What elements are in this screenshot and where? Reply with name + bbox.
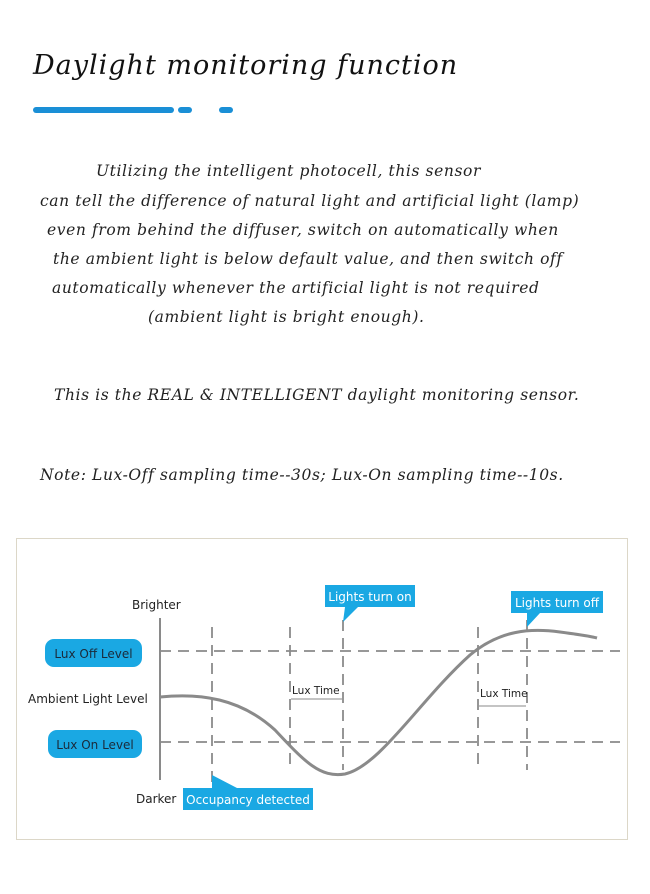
lux-on-label: Lux On Level [56, 738, 134, 752]
lux-time-1-label: Lux Time [292, 685, 340, 697]
ambient-light-curve [160, 630, 597, 774]
lights-on-label: Lights turn on [328, 590, 412, 604]
axis-bottom-label: Darker [136, 792, 177, 806]
ambient-light-label: Ambient Light Level [28, 692, 148, 706]
lux-time-2-label: Lux Time [480, 688, 528, 700]
tagline: This is the REAL & INTELLIGENT daylight monitoring sensor. [54, 386, 580, 404]
description-line-5: automatically whenever the artificial light is not required [52, 279, 540, 297]
description-line-3: even from behind the diffuser, switch on automatically when [47, 221, 559, 239]
sampling-note: Note: Lux-Off sampling time--30s; Lux-On sampling time--10s. [40, 466, 564, 484]
description-line-2: can tell the difference of natural light and artificial light (lamp) [40, 192, 580, 210]
axis-top-label: Brighter [132, 598, 181, 612]
description-line-6: (ambient light is bright enough). [148, 308, 425, 326]
lux-off-label: Lux Off Level [54, 647, 133, 661]
occupancy-label: Occupancy detected [186, 793, 310, 807]
description-line-1: Utilizing the intelligent photocell, this sensor [96, 162, 481, 180]
page-title: Daylight monitoring function [33, 50, 459, 81]
lights-off-label: Lights turn off [514, 596, 600, 610]
description-line-4: the ambient light is below default value, and then switch off [53, 250, 563, 268]
